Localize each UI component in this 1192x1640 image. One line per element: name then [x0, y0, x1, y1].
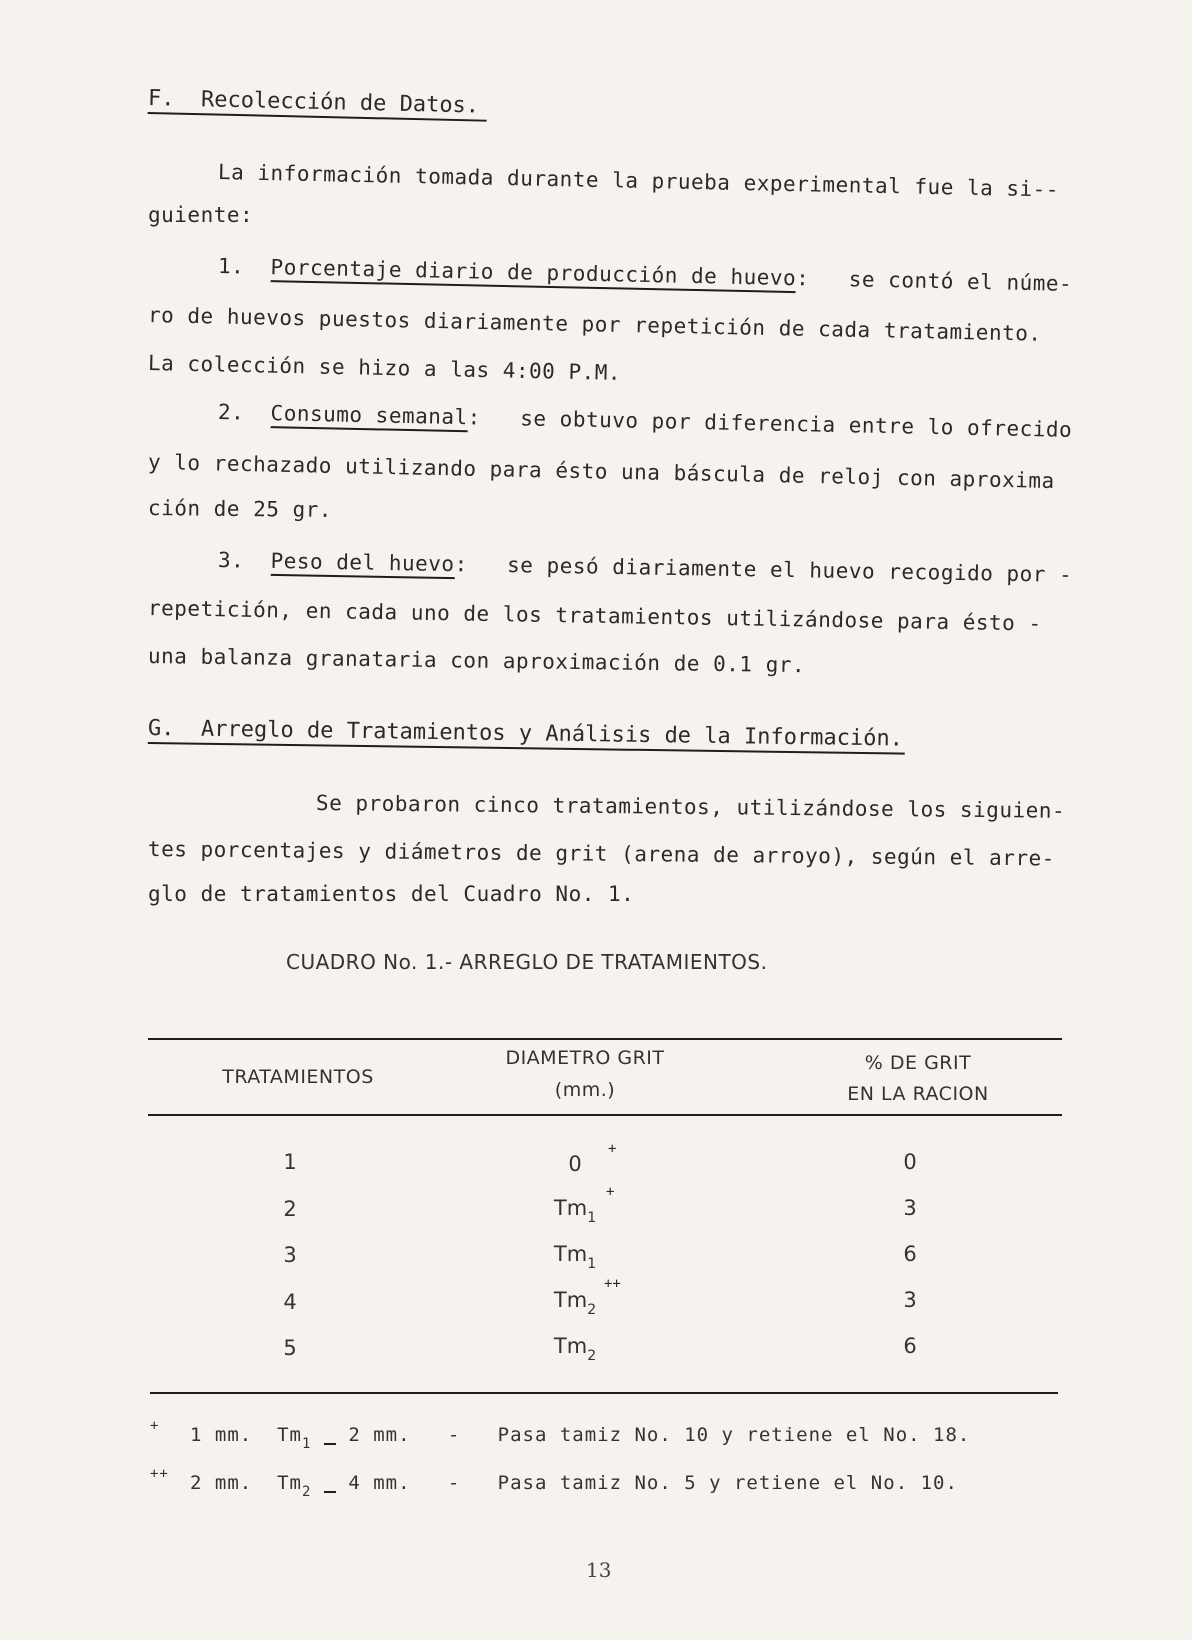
cell-diametro-value: Tm	[553, 1196, 588, 1220]
section-g-title: Arreglo de Tratamientos y Análisis de la Información.	[200, 716, 904, 752]
table-caption: CUADRO No. 1.- ARREGLO DE TRATAMIENTOS.	[286, 950, 768, 974]
footnote-2-mark: ++	[150, 1466, 169, 1482]
item-3-label: Peso del huevo	[270, 549, 454, 579]
footnote-2-tm: Tm	[277, 1472, 302, 1494]
footnote-1-dash: -	[447, 1424, 461, 1446]
section-f-letter: F.	[147, 86, 175, 112]
item-1-line1	[218, 254, 1073, 296]
cell-porcentaje: 3	[903, 1196, 917, 1220]
footnote-1-mark: +	[150, 1418, 160, 1434]
item-2-label: Consumo semanal	[270, 401, 468, 432]
col-header-grit-line1: % DE GRIT	[864, 1052, 972, 1074]
cell-diametro-mark: +	[606, 1184, 615, 1200]
cell-porcentaje: 0	[903, 1150, 917, 1174]
item-1-text: se contó el núme-	[848, 267, 1073, 296]
cell-diametro-value: Tm	[553, 1288, 588, 1312]
section-f-intro-line1: La información tomada durante la prueba experimental fue la si--	[217, 160, 1060, 202]
cell-tratamiento: 3	[283, 1243, 297, 1267]
section-g-heading	[148, 716, 905, 752]
footnote-1-from: 1 mm.	[190, 1424, 253, 1446]
item-3-number: 3.	[217, 548, 245, 573]
section-g-line2: tes porcentajes y diámetros de grit (arena de arroyo), según el arre-	[147, 837, 1055, 871]
cell-porcentaje: 6	[903, 1334, 917, 1358]
footnote-2-dash: -	[447, 1472, 461, 1494]
cell-tratamiento: 1	[283, 1150, 297, 1174]
section-f-title: Recolección de Datos.	[200, 87, 480, 119]
footnote-1-tm-sub: 1	[301, 1436, 312, 1452]
footnote-2-from: 2 mm.	[190, 1472, 253, 1494]
cell-diametro-value: Tm	[553, 1242, 588, 1266]
footnote-1-desc: Pasa tamiz No. 10 y retiene el No. 18.	[497, 1424, 971, 1446]
cell-diametro	[530, 1152, 620, 1176]
cell-diametro-mark: ++	[604, 1276, 621, 1292]
item-3-line2: repetición, en cada uno de los tratamientos utilizándose para ésto -	[147, 596, 1042, 636]
col-header-grit-line2: EN LA RACION	[847, 1083, 989, 1105]
cell-diametro-sub: 1	[587, 1256, 597, 1272]
table-top-rule	[148, 1038, 1062, 1040]
cell-diametro-value: 0	[568, 1152, 582, 1176]
cell-diametro-sub: 2	[587, 1302, 597, 1318]
cell-diametro	[530, 1334, 620, 1364]
cell-tratamiento: 5	[283, 1336, 297, 1360]
item-3-line1	[218, 548, 1073, 587]
item-3-text: se pesó diariamente el huevo recogido por -	[506, 553, 1073, 587]
footnote-1-to: 2 mm.	[348, 1424, 411, 1446]
item-2-text: se obtuvo por diferencia entre lo ofrecido	[520, 406, 1073, 442]
cell-diametro-value: Tm	[553, 1334, 588, 1358]
table-header-rule	[148, 1114, 1062, 1116]
cell-porcentaje: 3	[903, 1288, 917, 1312]
cell-porcentaje: 6	[903, 1242, 917, 1266]
item-3-colon: :	[454, 552, 468, 577]
item-1-number: 1.	[217, 254, 245, 279]
cell-diametro	[530, 1242, 620, 1272]
col-header-diametro-line2: (mm.)	[554, 1079, 616, 1101]
item-2-line3: ción de 25 gr.	[147, 496, 333, 522]
item-1-colon: :	[795, 266, 810, 291]
item-2-colon: :	[467, 405, 482, 430]
item-1-label: Porcentaje diario de producción de huevo	[270, 255, 796, 293]
col-header-diametro-line1: DIAMETRO GRIT	[505, 1047, 665, 1069]
section-g-letter: G.	[147, 716, 175, 742]
item-1-line3: La colección se hizo a las 4:00 P.M.	[147, 351, 622, 385]
cell-diametro-mark: +	[608, 1141, 617, 1157]
section-g-line3: glo de tratamientos del Cuadro No. 1.	[148, 882, 635, 906]
footnote-2-desc: Pasa tamiz No. 5 y retiene el No. 10.	[497, 1472, 958, 1494]
cell-diametro-sub: 1	[587, 1210, 597, 1226]
section-g-line1: Se probaron cinco tratamientos, utilizándose los siguien-	[315, 791, 1066, 823]
section-f-heading	[148, 86, 488, 119]
item-1-line2: ro de huevos puestos diariamente por repetición de cada tratamiento.	[147, 303, 1042, 346]
footnote-1-tm: Tm	[277, 1424, 302, 1446]
table-bottom-rule	[150, 1392, 1058, 1394]
cell-diametro-sub: 2	[587, 1348, 597, 1364]
item-2-number: 2.	[217, 400, 245, 425]
section-f-intro-line2: guiente:	[148, 203, 254, 227]
item-3-line3: una balanza granataria con aproximación de 0.1 gr.	[147, 644, 806, 678]
page-number: 13	[586, 1558, 612, 1582]
cell-tratamiento: 2	[283, 1197, 297, 1221]
cell-tratamiento: 4	[283, 1290, 297, 1314]
footnote-2	[150, 1466, 958, 1500]
footnote-2-tm-sub: 2	[301, 1484, 312, 1500]
item-2-line2: y lo rechazado utilizando para ésto una báscula de reloj con aproxima	[147, 450, 1055, 493]
col-header-tratamientos: TRATAMIENTOS	[222, 1066, 374, 1088]
footnote-1	[150, 1418, 971, 1452]
item-2-line1	[218, 400, 1073, 442]
footnote-2-to: 4 mm.	[348, 1472, 411, 1494]
